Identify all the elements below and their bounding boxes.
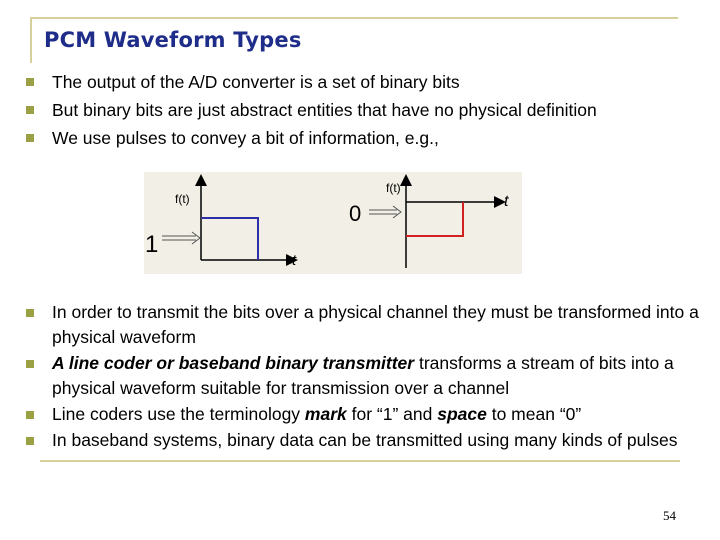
page-number: 54 xyxy=(663,508,676,523)
title-frame-left xyxy=(30,18,32,63)
bullet-list-top xyxy=(24,68,714,152)
square-bullet-icon xyxy=(26,437,34,445)
pulse-figure xyxy=(144,172,522,274)
square-bullet-icon xyxy=(26,106,34,114)
list-item: We use pulses to convey a bit of information, e.g., xyxy=(24,124,714,152)
square-bullet-icon xyxy=(26,360,34,368)
slide-title: PCM Waveform Types xyxy=(44,28,302,52)
bullet-list-bottom xyxy=(24,300,714,454)
square-bullet-icon xyxy=(26,134,34,142)
content-frame-bottom xyxy=(40,460,680,462)
list-item: The output of the A/D converter is a set of binary bits xyxy=(24,68,714,96)
square-bullet-icon xyxy=(26,411,34,419)
list-item: In order to transmit the bits over a physical channel they must be transformed into a physical waveform xyxy=(24,300,714,350)
t-label-right: t xyxy=(504,193,509,210)
square-bullet-icon xyxy=(26,78,34,86)
title-frame-top xyxy=(30,17,678,19)
bit-zero-label: 0 xyxy=(349,201,362,226)
list-item: But binary bits are just abstract entities that have no physical definition xyxy=(24,96,714,124)
list-item: Line coders use the terminology mark for “1” and space to mean “0” xyxy=(24,402,714,427)
t-label-left: t xyxy=(292,252,297,269)
list-item: In baseband systems, binary data can be transmitted using many kinds of pulses xyxy=(24,428,714,453)
ft-label-left: f(t) xyxy=(175,192,190,206)
ft-label-right: f(t) xyxy=(386,181,401,195)
bit-one-label: 1 xyxy=(145,231,159,258)
square-bullet-icon xyxy=(26,309,34,317)
list-item: A line coder or baseband binary transmitter transforms a stream of bits into a physical waveform suitable for transmission over a channel xyxy=(24,351,714,401)
